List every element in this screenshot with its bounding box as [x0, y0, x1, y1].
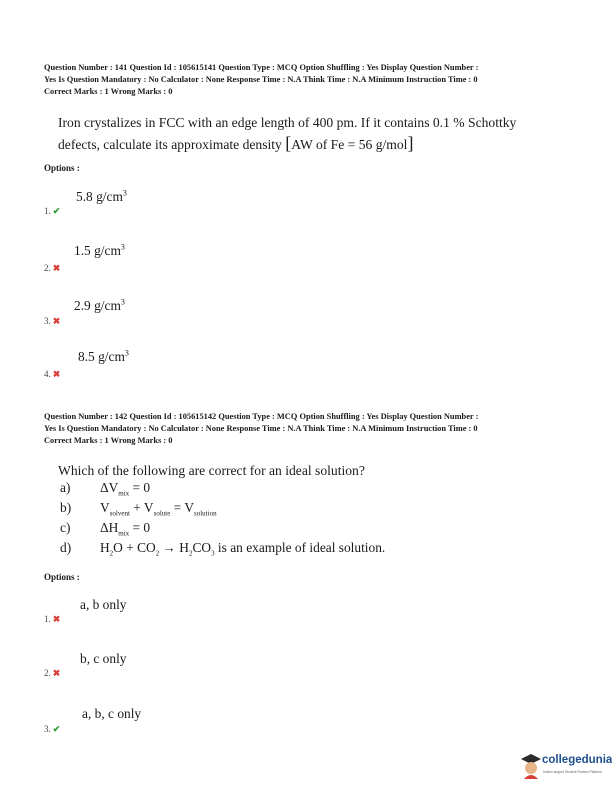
q142-meta-line3: Correct Marks : 1 Wrong Marks : 0: [44, 436, 173, 445]
check-icon: ✔: [52, 206, 61, 216]
q142-meta-line1: Question Number : 142 Question Id : 105615142 Question Type : MCQ Option Shuffling : Yes Display Question Number :: [44, 412, 479, 421]
q142-option-2[interactable]: b, c only: [80, 651, 127, 666]
q141-option-1[interactable]: 5.8 $g/cm^3$: [76, 188, 127, 204]
q142-option-1-number: 1. ✖: [44, 614, 61, 624]
q142-item-c: c) $\Delta H_{mix} = 0$: [60, 520, 151, 538]
q142-item-a: a) $\Delta V_{mix} = 0$: [60, 480, 151, 498]
q141-stem: [58, 113, 516, 155]
q141-option-4-number: 4. ✖: [44, 369, 61, 379]
q141-option-3[interactable]: 2.9 $g/cm^3$: [74, 297, 125, 313]
q141-option-2[interactable]: 1.5 $g/cm^3$: [74, 242, 125, 258]
q141-meta-line3: Correct Marks : 1 Wrong Marks : 0: [44, 87, 173, 96]
q142-meta: [44, 411, 574, 447]
cross-icon: ✖: [52, 369, 61, 379]
q142-meta-line2: Yes Is Question Mandatory : No Calculator : None Response Time : N.A Think Time : N.A Minimum Instruction Time : 0: [44, 424, 478, 433]
q141-option-1-number: 1. ✔: [44, 206, 61, 216]
q142-option-2-number: 2. ✖: [44, 668, 61, 678]
cross-icon: ✖: [52, 316, 61, 326]
q142-item-b: b) $V_{solvent} + V_{solute} = V_{solution}$: [60, 500, 217, 518]
q141-stem-line2: defects, calculate its approximate density [AW of Fe = 56 g/mol]: [58, 133, 414, 153]
q141-options-label: Options :: [44, 163, 80, 173]
q142-stem: Which of the following are correct for an ideal solution?: [58, 463, 365, 478]
check-icon: ✔: [52, 724, 61, 734]
collegedunia-logo: [520, 751, 612, 785]
cross-icon: ✖: [52, 668, 61, 678]
q142-option-3[interactable]: a, b, c only: [82, 706, 142, 721]
q141-option-3-number: 3. ✖: [44, 316, 61, 326]
q141-option-4[interactable]: 8.5 $g/cm^3$: [78, 348, 129, 364]
q141-meta-line1: Question Number : 141 Question Id : 105615141 Question Type : MCQ Option Shuffling : Yes Display Question Number :: [44, 63, 479, 72]
q141-option-2-number: 2. ✖: [44, 263, 61, 273]
q142-option-3-number: 3. ✔: [44, 724, 61, 734]
q141-meta: [44, 62, 574, 98]
q141-stem-line1: Iron crystalizes in FCC with an edge length of 400 pm. If it contains 0.1 % Schottky: [58, 115, 517, 130]
logo-tagline: India's largest Student Review Platform: [543, 770, 603, 774]
q142-options-label: Options :: [44, 572, 80, 582]
cross-icon: ✖: [52, 263, 61, 273]
cross-icon: ✖: [52, 614, 61, 624]
q142-item-d: d) $H_2O + CO_2 \to H_2CO_3$ is an example of ideal solution.: [60, 540, 386, 558]
graduate-avatar-icon: [520, 753, 542, 779]
q141-meta-line2: Yes Is Question Mandatory : No Calculator : None Response Time : N.A Think Time : N.A Minimum Instruction Time : 0: [44, 75, 478, 84]
q142-option-1[interactable]: a, b only: [80, 597, 127, 612]
logo-wordmark: collegedunia: [542, 754, 612, 766]
